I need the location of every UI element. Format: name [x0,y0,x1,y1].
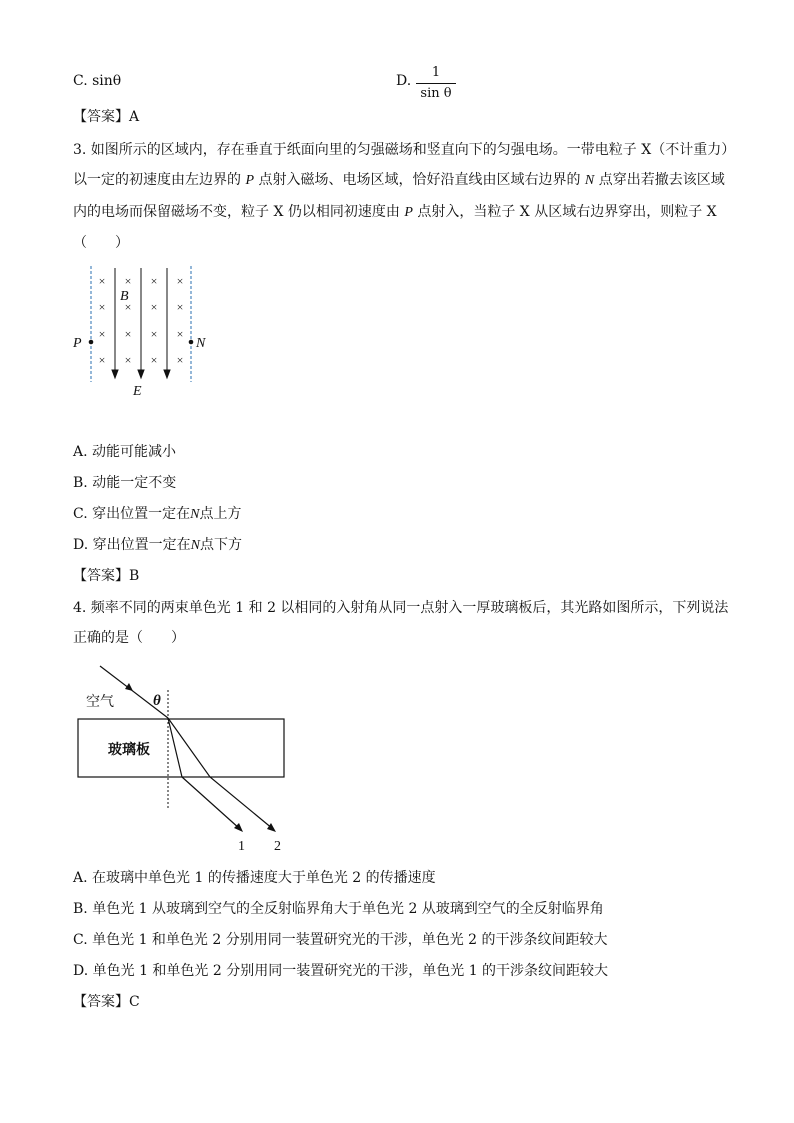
q3-option-c [73,504,241,525]
q3-option-b [73,473,176,493]
arrowhead [164,370,170,378]
label-theta: θ [153,693,161,709]
option-text: 点下方 [199,537,242,553]
label-ray-1: 1 [238,839,245,854]
label-e: E [133,384,142,399]
cross-mark: × [98,327,106,341]
text-segment: 点穿出若撤去该区域 [594,172,725,188]
q3-answer [73,566,139,586]
answer-value: A [129,109,140,125]
electric-field-arrows [112,268,170,378]
answer-value: B [129,568,140,584]
point-n-label: N [190,538,200,553]
cross-mark: × [98,353,106,367]
cross-mark: × [176,327,184,341]
q2-option-d-label: D. [396,73,412,89]
q2-answer [73,107,139,127]
cross-mark: × [176,353,184,367]
cross-mark: × [150,300,158,314]
q4-answer [73,992,140,1012]
point-p-label: P [404,205,413,220]
point-p-dot [89,340,94,345]
cross-mark: × [176,274,184,288]
refracted-ray-2 [168,718,273,829]
answer-tag: 【答案】 [73,568,129,584]
label-n: N [196,336,206,351]
cross-mark: × [124,353,132,367]
fraction-numerator: 1 [431,65,441,80]
text-segment: 内的电场而保留磁场不变，粒子 X 仍以相同初速度由 [73,204,405,220]
text-segment: 点射入，当粒子 X 从区域右边界穿出，则粒子 X [412,204,717,220]
point-p-label: P [245,173,255,188]
q4-option-c: C. 单色光 1 和单色光 2 分别用同一装置研究光的干涉，单色光 2 的干涉条纹间距较大 [73,932,608,948]
arrowhead [138,370,144,378]
cross-mark: × [124,300,132,314]
answer-tag: 【答案】 [73,994,129,1010]
cross-mark: × [150,274,158,288]
q3-option-a [73,442,176,462]
label-air: 空气 [86,695,114,710]
option-prefix: A. [73,444,93,460]
cross-mark: × [124,274,132,288]
cross-mark: × [150,327,158,341]
arrowhead [112,370,118,378]
incident-ray [100,666,168,718]
q4-stem-line-1: 4. 频率不同的两束单色光 1 和 2 以相同的入射角从同一点射入一厚玻璃板后，其光路如图所示，下列说法 [73,600,729,616]
q3-stem-line-4: （ ） [73,235,129,251]
q3-field-figure [60,258,220,408]
q4-refraction-figure [70,660,300,860]
text-segment: 点射入磁场、电场区域，恰好沿直线由区域右边界的 [254,172,585,188]
option-text: 动能可能减小 [92,444,177,460]
option-text: 穿出位置一定在 [92,537,191,553]
point-n-dot [189,340,194,345]
cross-mark: × [176,300,184,314]
fraction-denominator: sin θ [420,86,452,101]
ray-2-arrowhead [267,823,276,832]
q3-stem-line-2 [73,170,725,191]
answer-tag: 【答案】 [73,109,129,125]
label-ray-2: 2 [274,839,281,854]
q2-option-d-fraction [416,64,456,102]
option-prefix: D. [73,537,93,553]
point-n-label: N [190,507,200,522]
q3-stem-line-3 [73,202,717,223]
label-p: P [73,336,82,351]
option-prefix: B. [73,475,93,491]
cross-mark: × [98,274,106,288]
option-prefix: C. [73,506,93,522]
incident-arrowhead [125,683,133,691]
option-text: 穿出位置一定在 [92,506,191,522]
label-b: B [120,289,129,304]
q4-option-d: D. 单色光 1 和单色光 2 分别用同一装置研究光的干涉，单色光 1 的干涉条纹间距较大 [73,963,609,979]
fraction-bar [416,83,456,84]
cross-mark: × [150,353,158,367]
option-text: 动能一定不变 [92,475,177,491]
cross-mark: × [98,300,106,314]
refracted-ray-1 [168,718,240,829]
answer-value: C [129,994,140,1010]
label-glass-plate: 玻璃板 [108,743,150,758]
q3-option-d [73,535,242,556]
q3-stem-line-1: 3. 如图所示的区域内，存在垂直于纸面向里的匀强磁场和竖直向下的匀强电场。一带电粒子 X（不计重力） [73,142,736,158]
option-text: 点上方 [199,506,242,522]
text-segment: 以一定的初速度由左边界的 [73,172,246,188]
q4-stem-line-2: 正确的是（ ） [73,630,185,646]
point-n-label: N [584,173,595,188]
cross-mark: × [124,327,132,341]
q4-option-b: B. 单色光 1 从玻璃到空气的全反射临界角大于单色光 2 从玻璃到空气的全反射临界角 [73,901,604,917]
q2-option-c: C. sinθ [73,73,122,89]
q4-option-a: A. 在玻璃中单色光 1 的传播速度大于单色光 2 的传播速度 [73,870,436,886]
